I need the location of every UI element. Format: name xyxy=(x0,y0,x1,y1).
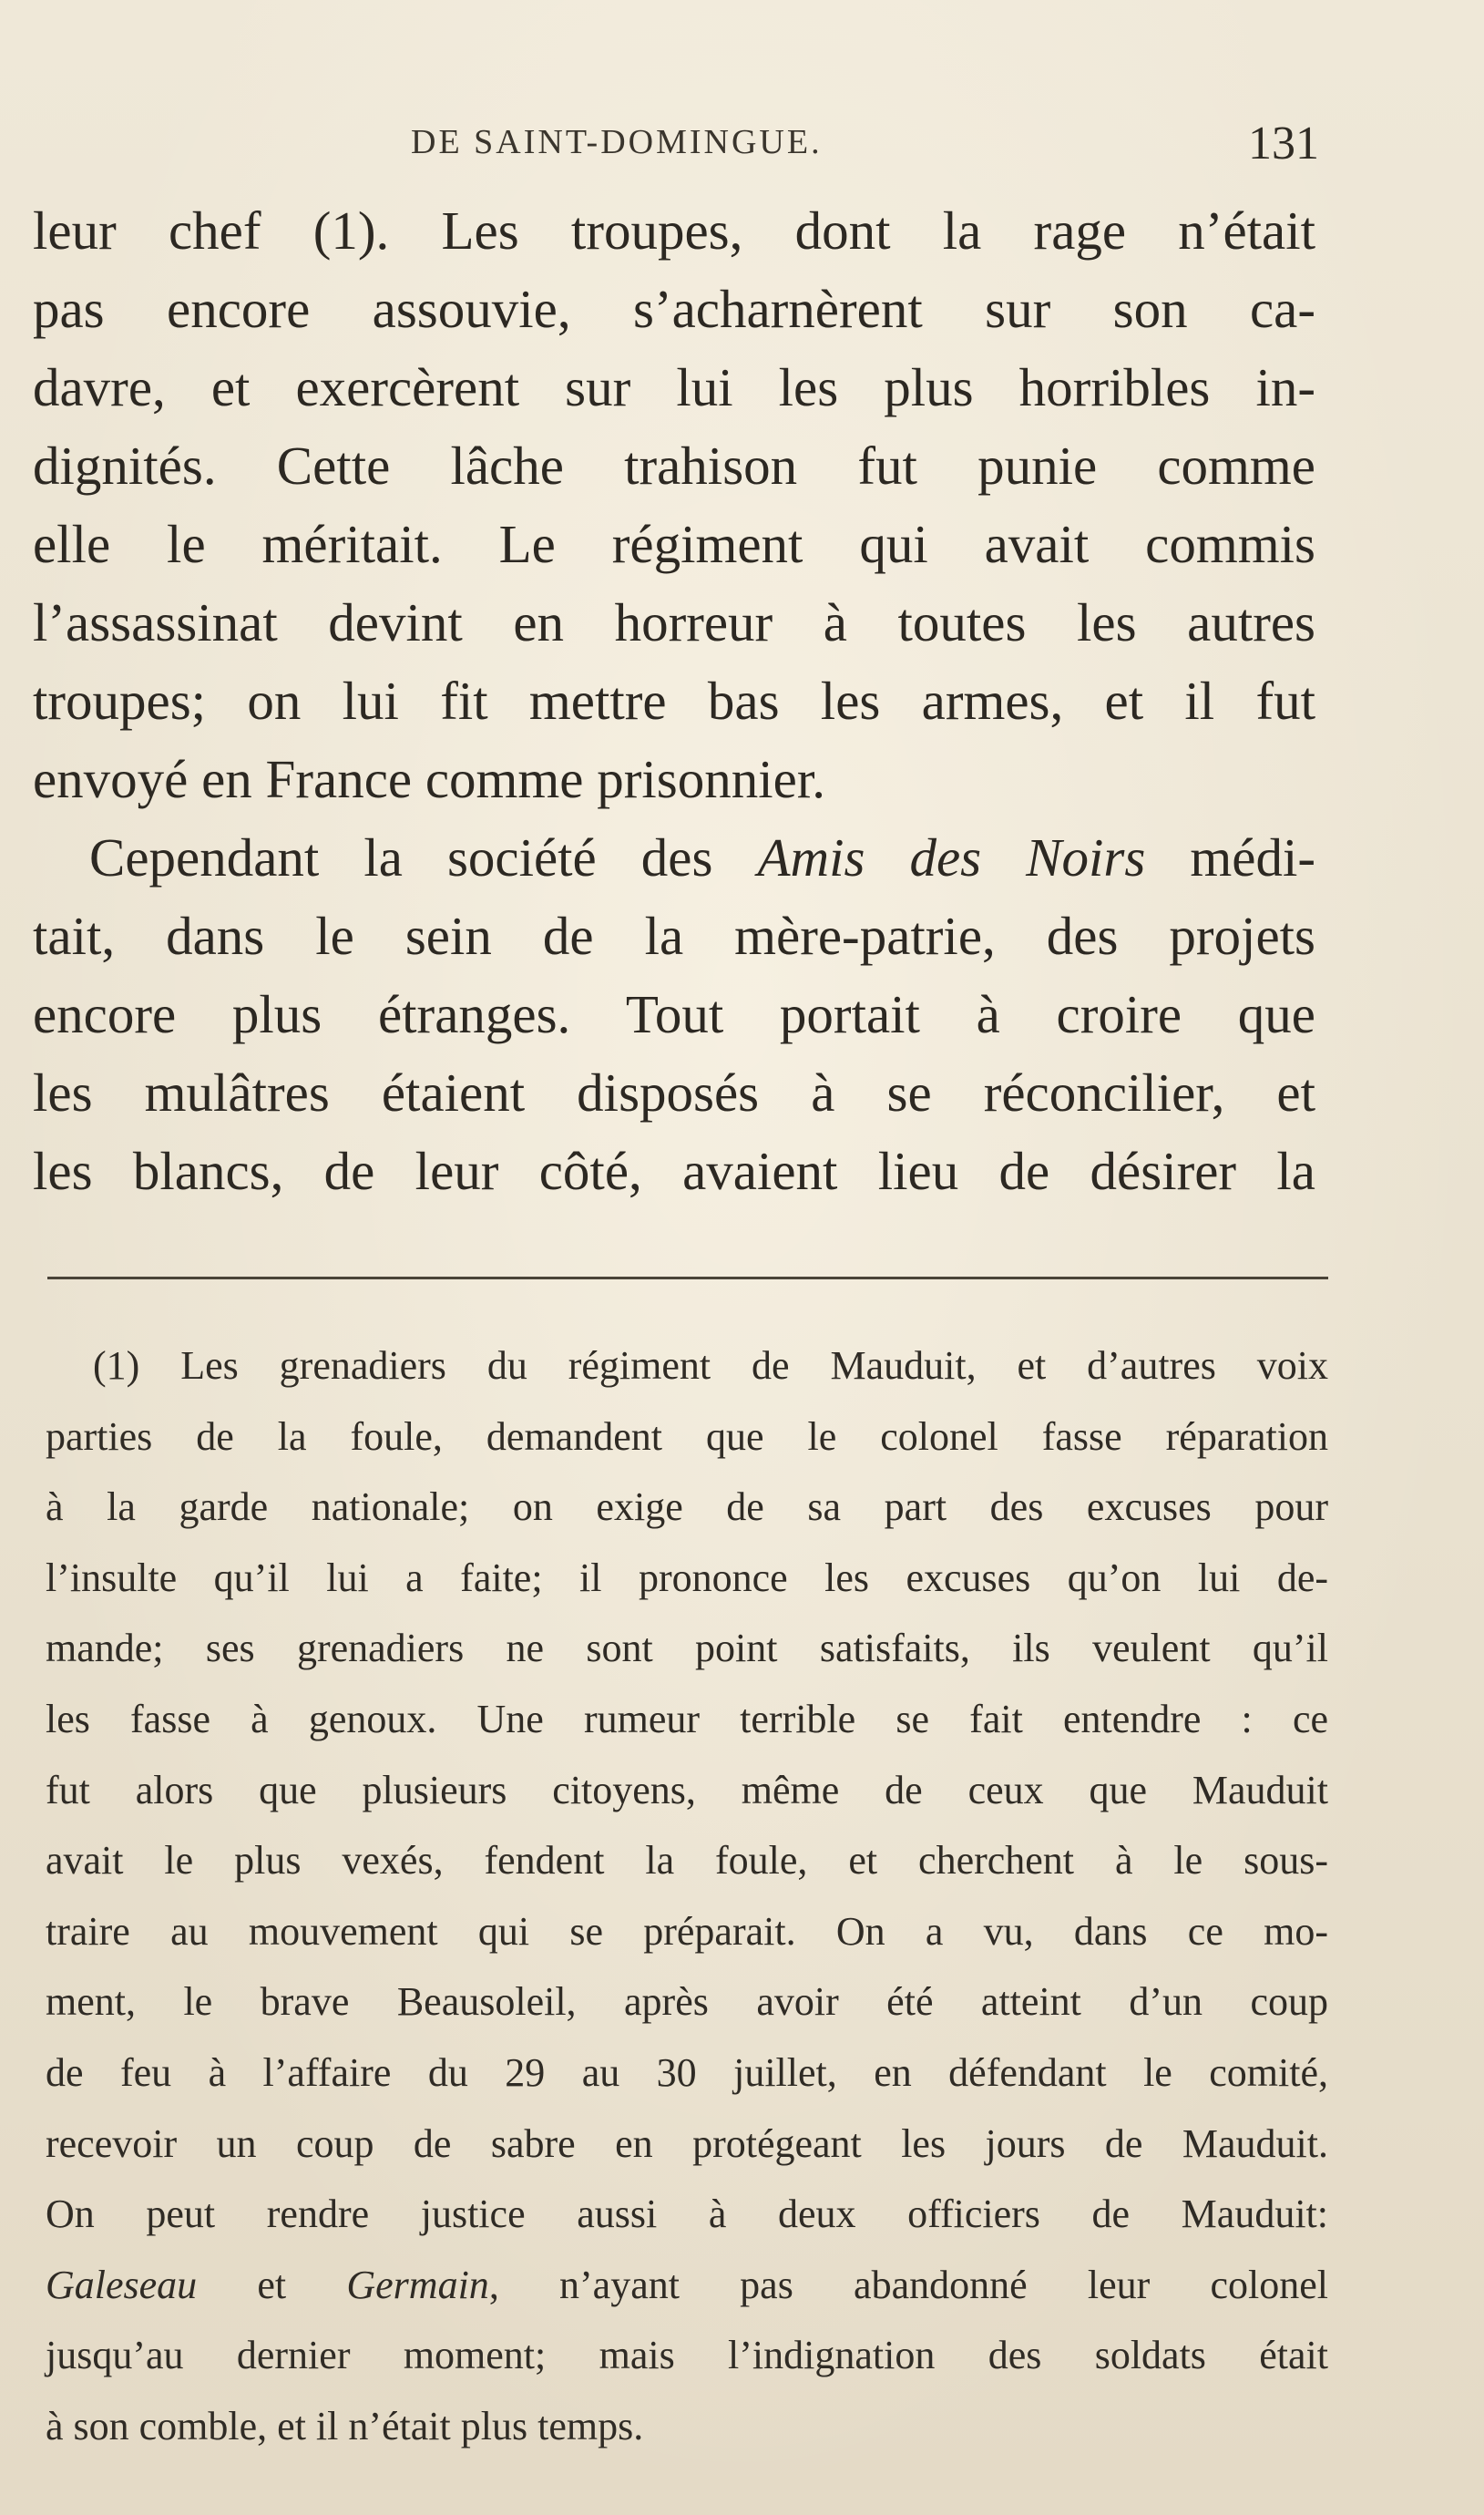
footnote-line: parties de la foule, demandent que le colonel fasse réparation xyxy=(46,1413,1328,1459)
text-line: elle le méritait. Le régiment qui avait commis xyxy=(33,514,1315,574)
footnote-line: avait le plus vexés, fendent la foule, et cherchent à le sous- xyxy=(46,1838,1328,1884)
text-line: dignités. Cette lâche trahison fut punie comme xyxy=(33,436,1315,496)
footnote-line: à la garde nationale; on exige de sa part des excuses pour xyxy=(46,1484,1328,1530)
footnote-names-line xyxy=(46,2250,1328,2321)
text-line: les mulâtres étaient disposés à se réconcilier, et xyxy=(33,1062,1315,1123)
text-segment: Cependant la société des xyxy=(89,827,758,888)
footnote-line: recevoir un coup de sabre en protégeant les jours de Mauduit. xyxy=(46,2120,1328,2166)
paragraph-opening-line xyxy=(33,818,1315,897)
running-head: DE SAINT-DOMINGUE. xyxy=(411,123,823,161)
text-segment: médi- xyxy=(1145,827,1315,888)
italic-title: Amis des Noirs xyxy=(757,827,1146,888)
text-line: davre, et exercèrent sur lui les plus horribles in- xyxy=(33,357,1315,417)
footnote-line: (1) Les grenadiers du régiment de Mauduit, et d’autres voix xyxy=(93,1343,1328,1388)
footnote-line: On peut rendre justice aussi à deux officiers de Mauduit: xyxy=(46,2192,1328,2237)
text-line: envoyé en France comme prisonnier. xyxy=(33,749,825,809)
page-number: 131 xyxy=(1248,118,1319,169)
footnote-line: de feu à l’affaire du 29 au 30 juillet, en défendant le comité, xyxy=(46,2049,1328,2095)
footnote-line: ment, le brave Beausoleil, après avoir été atteint d’un coup xyxy=(46,1979,1328,2025)
footnote-separator xyxy=(47,1277,1328,1279)
text-segment: , n’ayant pas abandonné leur colonel xyxy=(488,2262,1328,2307)
main-text xyxy=(33,191,1315,1210)
footnote xyxy=(46,1330,1328,2462)
footnote-line: jusqu’au dernier moment; mais l’indignation des soldats était xyxy=(46,2333,1328,2378)
footnote-line: fut alors que plusieurs citoyens, même de ceux que Mauduit xyxy=(46,1767,1328,1812)
text-line: encore plus étranges. Tout portait à croire que xyxy=(33,984,1315,1044)
footnote-line: l’insulte qu’il lui a faite; il prononce les excuses qu’on lui de- xyxy=(46,1555,1328,1600)
text-line: leur chef (1). Les troupes, dont la rage n’était xyxy=(33,200,1315,261)
page-header xyxy=(33,117,1319,171)
officer-name: Germain xyxy=(346,2262,489,2307)
footnote-line: traire au mouvement qui se préparait. On a vu, dans ce mo- xyxy=(46,1908,1328,1954)
footnote-line: les fasse à genoux. Une rumeur terrible se fait entendre : ce xyxy=(46,1696,1328,1741)
text-line: les blancs, de leur côté, avaient lieu de désirer la xyxy=(33,1141,1315,1201)
text-line: tait, dans le sein de la mère-patrie, des projets xyxy=(33,906,1315,966)
text-segment: et xyxy=(197,2262,347,2307)
text-line: troupes; on lui fit mettre bas les armes, et il fut xyxy=(33,671,1315,731)
text-line: l’assassinat devint en horreur à toutes les autres xyxy=(33,592,1315,652)
text-line: pas encore assouvie, s’acharnèrent sur son ca- xyxy=(33,279,1315,339)
officer-name: Galeseau xyxy=(46,2262,198,2307)
footnote-line: à son comble, et il n’était plus temps. xyxy=(46,2403,644,2448)
footnote-line: mande; ses grenadiers ne sont point satisfaits, ils veulent qu’il xyxy=(46,1626,1328,1671)
